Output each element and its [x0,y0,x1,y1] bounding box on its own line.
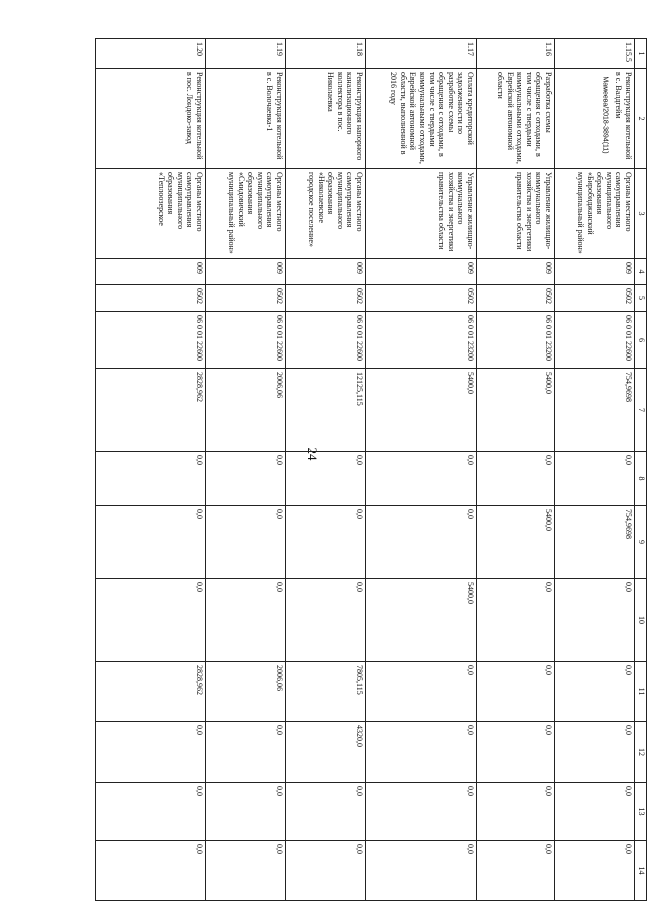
table-cell: 0,0 [555,783,635,841]
table-cell: 0,0 [477,783,555,841]
header-cell: 2 [635,69,647,169]
table-cell: 0,0 [366,506,477,579]
header-cell: 7 [635,369,647,452]
table-cell: 0,0 [477,841,555,901]
table-cell: 0502 [206,285,286,312]
table-cell: 2006,06 [206,662,286,722]
table-cell: 06 0 01 22600 [286,312,366,369]
table-cell: 06 0 01 23200 [477,312,555,369]
table-cell: 009 [206,259,286,285]
header-cell: 9 [635,506,647,579]
table-cell: 1.19 [206,39,286,69]
table-cell: 0,0 [206,783,286,841]
header-cell: 13 [635,783,647,841]
table-cell: Реконструкция котельной в пос. Лондоко-завод [96,69,206,169]
header-cell: 1 [635,39,647,69]
table-cell: 0,0 [206,579,286,662]
document-code: Мамеева/2018-3894(11) [601,76,609,154]
table-cell: 1.17 [366,39,477,69]
budget-table [95,38,647,901]
header-cell: 11 [635,662,647,722]
table-cell: 009 [477,259,555,285]
table-cell: 1.16 [477,39,555,69]
table-row [477,39,555,901]
header-cell: 14 [635,841,647,901]
table-cell: 0,0 [96,579,206,662]
table-cell: 5400,0 [477,369,555,452]
table-cell: Органы местного самоуправления муниципального образования «Николаевское городское поселение» [286,169,366,259]
table-cell: 12125,115 [286,369,366,452]
table-cell: 754,9698 [555,369,635,452]
rotated-table-container [95,38,647,900]
table-cell: 009 [366,259,477,285]
table-cell: 0,0 [366,662,477,722]
header-cell: 5 [635,285,647,312]
header-cell: 4 [635,259,647,285]
table-cell: 0,0 [366,783,477,841]
table-cell: 0,0 [366,452,477,506]
table-cell: Управление жилищно-коммунального хозяйства и энергетики правительства области [366,169,477,259]
table-cell: 0,0 [555,722,635,783]
table-cell: 0,0 [206,506,286,579]
header-cell: 3 [635,169,647,259]
table-cell: 5400,0 [366,369,477,452]
table-cell: 0,0 [477,662,555,722]
table-cell: 1.18 [286,39,366,69]
table-cell: 0,0 [366,841,477,901]
table-cell: 0502 [286,285,366,312]
header-cell: 12 [635,722,647,783]
table-cell: 754,9698 [555,506,635,579]
table-cell: 0,0 [286,841,366,901]
table-cell: 0,0 [477,722,555,783]
table-cell: Органы местного самоуправления муниципального образования «Смидовичский муниципальный район» [206,169,286,259]
table-cell: 06 0 01 22600 [96,312,206,369]
table-cell: 009 [555,259,635,285]
table-cell: 0,0 [477,579,555,662]
table-cell: 2828,962 [96,369,206,452]
table-cell: 0,0 [366,722,477,783]
table-cell: 0,0 [96,452,206,506]
table-cell: 0,0 [206,841,286,901]
table-cell: 0,0 [286,452,366,506]
header-cell: 8 [635,452,647,506]
table-cell: 0,0 [96,506,206,579]
table-cell: 0,0 [206,452,286,506]
header-cell: 10 [635,579,647,662]
table-row [366,39,477,901]
table-row [206,39,286,901]
table-cell: 4320,0 [286,722,366,783]
table-cell: 0,0 [555,579,635,662]
table-cell: Управление жилищно-коммунального хозяйства и энергетики правительства области [477,169,555,259]
table-cell: 0,0 [555,662,635,722]
table-cell: 0502 [96,285,206,312]
table-cell: 0502 [555,285,635,312]
table-cell: 06 0 01 23200 [366,312,477,369]
table-cell: Разработка схемы обращения с отходами, в том числе с твердыми коммунальными отходами, Еврейской автономной области [477,69,555,169]
table-cell: 009 [286,259,366,285]
table-cell: 2828,962 [96,662,206,722]
table-cell: 0502 [366,285,477,312]
table-cell: 7805,115 [286,662,366,722]
table-cell: 0,0 [286,783,366,841]
table-cell: Реконструкция напорного канализационного коллектора в пос. Николаевка [286,69,366,169]
table-cell: 06 0 01 22600 [555,312,635,369]
table-row [286,39,366,901]
table-cell: 0,0 [206,722,286,783]
table-cell: 2006,06 [206,369,286,452]
table-cell: 0,0 [286,506,366,579]
table-cell: 1.15.5 [555,39,635,69]
table-cell: 06 0 01 22600 [206,312,286,369]
table-cell: Реконструкция котельной в с. Валдгейм [555,69,635,169]
table-cell: 009 [96,259,206,285]
table-cell: 0,0 [96,841,206,901]
table-cell: Органы местного самоуправления муниципального образования «Биробиджанский муниципальный район» [555,169,635,259]
table-cell: 0,0 [477,452,555,506]
table-cell: 0502 [477,285,555,312]
header-row [635,39,647,901]
table-cell: 0,0 [96,783,206,841]
table-cell: Органы местного самоуправления муниципального образования «Теплоозерское [96,169,206,259]
table-cell: 1.20 [96,39,206,69]
table-cell: 0,0 [555,452,635,506]
table-cell: 0,0 [286,579,366,662]
table-row [96,39,206,901]
table-row [555,39,635,901]
table-cell: 5400,0 [366,579,477,662]
table-cell: 5400,0 [477,506,555,579]
table-cell: Оплата кредиторской задолженности по разработке схемы обращения с отходами, в том числе с твердыми коммунальными отходами, Еврейской автономной области, выполненной в 2016 году [366,69,477,169]
header-cell: 6 [635,312,647,369]
page-number-text: 24 [305,447,320,461]
table-cell: Реконструкция котельной в с. Волочаевка-1 [206,69,286,169]
table-cell: 0,0 [96,722,206,783]
table-cell: 0,0 [555,841,635,901]
